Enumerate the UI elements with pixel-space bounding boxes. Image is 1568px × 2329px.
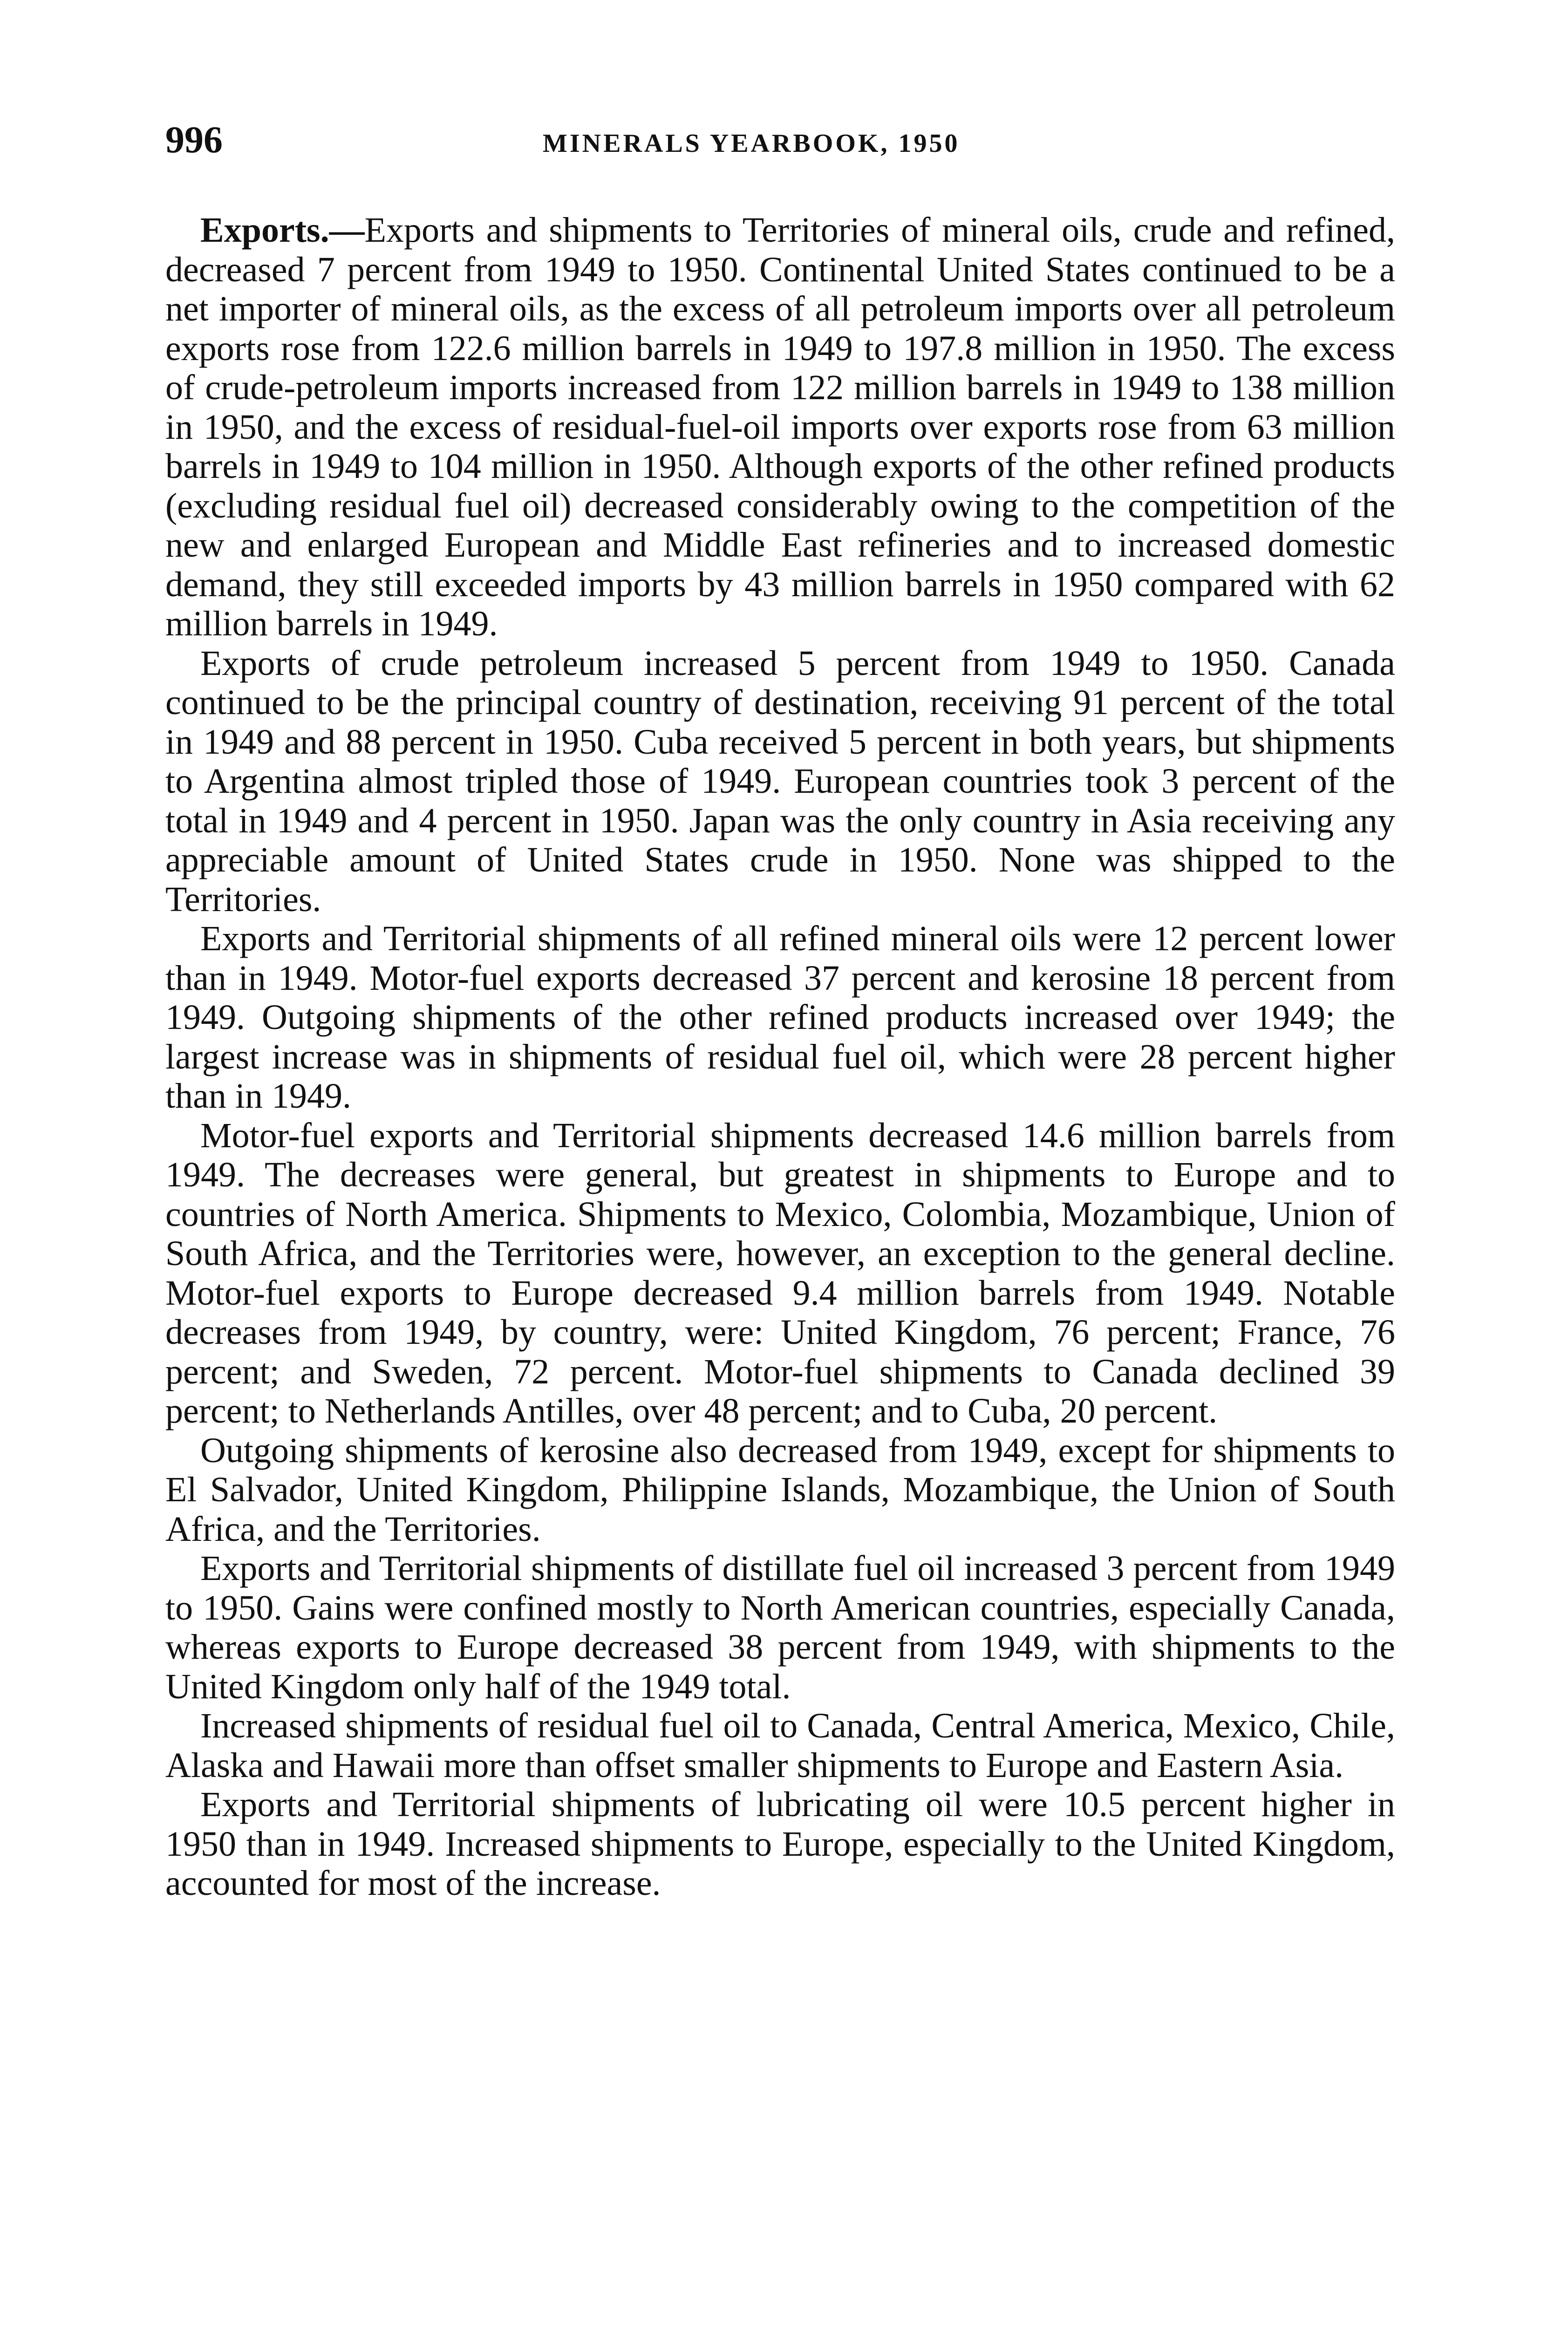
running-title: MINERALS YEARBOOK, 1950 [543,129,960,158]
paragraph-kerosine: Outgoing shipments of kerosine also decreased from 1949, except for shipments to El Salvador, United Kingdom, Philippine Islands, Mozambique, the Union of South Africa, and the Territories. [165,1430,1395,1549]
paragraph-crude-petroleum: Exports of crude petroleum increased 5 percent from 1949 to 1950. Canada continued to be the principal country of destination, receiving 91 percent of the total in 1949 and 88 percent in 1950. Cuba received 5 percent in both years, but shipments to Argentina almost tripled those of 1949. European countries took 3 percent of the total in 1949 and 4 percent in 1950. Japan was the only country in Asia receiving any appreciable amount of United States crude in 1950. None was shipped to the Territories. [165,643,1395,919]
running-header [165,116,1395,172]
page-number: 996 [165,118,223,161]
book-page [165,116,1395,1903]
exports-section [165,211,1395,1903]
paragraph-distillate-fuel-oil: Exports and Territorial shipments of distillate fuel oil increased 3 percent from 1949 to 1950. Gains were confined mostly to North American countries, especially Canada, whereas exports to Europe decreased 38 percent from 1949, with shipments to the United Kingdom only half of the 1949 total. [165,1549,1395,1706]
paragraph-lubricating-oil: Exports and Territorial shipments of lubricating oil were 10.5 percent higher in 1950 than in 1949. Increased shipments to Europe, especially to the United Kingdom, accounted for most of the increase. [165,1785,1395,1903]
paragraph-exports-overview [165,211,1395,644]
paragraph-residual-fuel-oil: Increased shipments of residual fuel oil to Canada, Central America, Mexico, Chile, Alaska and Hawaii more than offset smaller shipments to Europe and Eastern Asia. [165,1706,1395,1785]
section-lead-heading: Exports.— [200,211,365,250]
paragraph-refined-oils: Exports and Territorial shipments of all refined mineral oils were 12 percent lower than in 1949. Motor-fuel exports decreased 37 percent and kerosine 18 percent from 1949. Outgoing shipments of the other refined products increased over 1949; the largest increase was in shipments of residual fuel oil, which were 28 percent higher than in 1949. [165,919,1395,1116]
paragraph-text: Exports and shipments to Territories of mineral oils, crude and refined, decreased 7 percent from 1949 to 1950. Continental United States continued to be a net importer of mineral oils, as the excess of all petroleum imports over all petroleum exports rose from 122.6 million barrels in 1949 to 197.8 million in 1950. The excess of crude-petroleum imports increased from 122 million barrels in 1949 to 138 million in 1950, and the excess of residual-fuel-oil imports over exports rose from 63 million barrels in 1949 to 104 million in 1950. Although exports of the other refined products (excluding residual fuel oil) decreased considerably owing to the competition of the new and enlarged European and Middle East refineries and to increased domestic demand, they still exceeded imports by 43 million barrels in 1950 compared with 62 million barrels in 1949. [165,211,1395,643]
paragraph-motor-fuel: Motor-fuel exports and Territorial shipments decreased 14.6 million barrels from 1949. The decreases were general, but greatest in shipments to Europe and to countries of North America. Shipments to Mexico, Colombia, Mozambique, Union of South Africa, and the Territories were, however, an exception to the general decline. Motor-fuel exports to Europe decreased 9.4 million barrels from 1949. Notable decreases from 1949, by country, were: United Kingdom, 76 percent; France, 76 percent; and Sweden, 72 percent. Motor-fuel shipments to Canada declined 39 percent; to Netherlands Antilles, over 48 percent; and to Cuba, 20 percent. [165,1116,1395,1430]
